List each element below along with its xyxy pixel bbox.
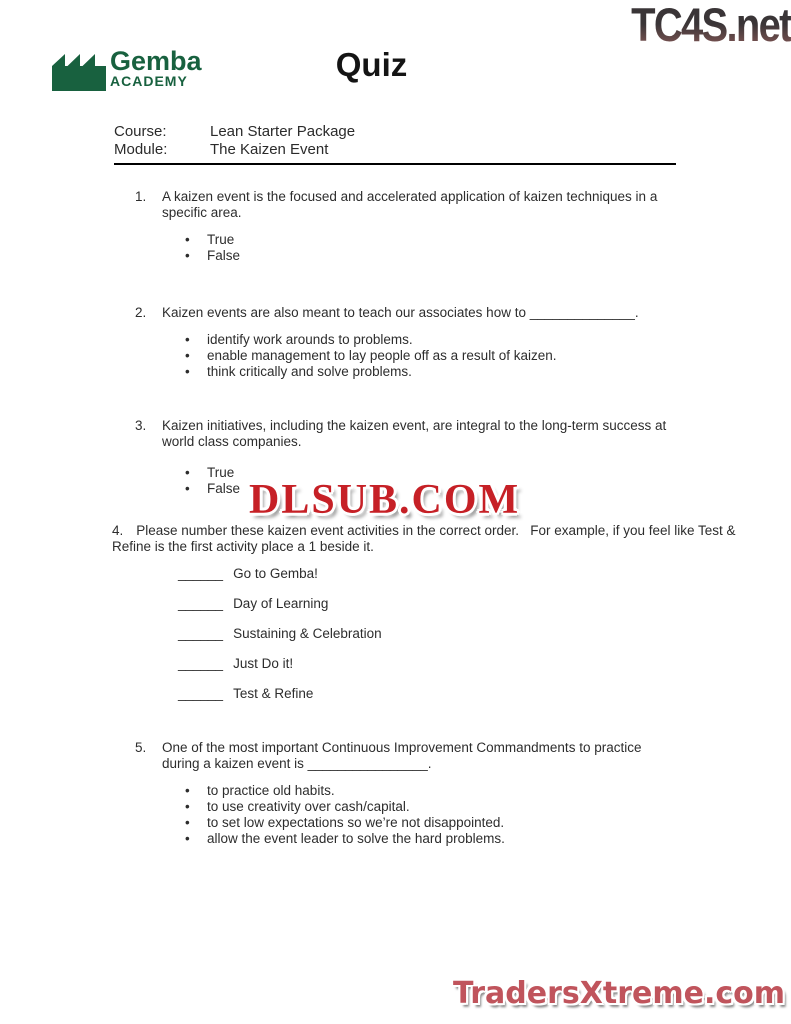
answer-blank: ______ [178,686,224,701]
module-label: Module: [114,141,168,158]
answer-blank: ______ [178,566,224,581]
question-3-text: Kaizen initiatives, including the kaizen event, are integral to the long-term success at world class companies. [162,418,671,449]
course-label: Course: [114,123,167,140]
option-item [185,799,505,815]
logo-name: Gemba [110,46,202,76]
activity-row [178,656,382,672]
question-4 [112,523,760,555]
course-value: Lean Starter Package [210,123,356,140]
question-3-options [185,465,240,497]
question-4-text: Please number these kaizen event activities in the correct order. For example, if you feel like Test & Refine is the first activity place a 1 beside it. [112,523,740,554]
option-item [185,815,505,831]
answer-blank: ______ [178,626,224,641]
option-label: • allow the event leader to solve the hard problems. [207,831,505,846]
logo-subtitle: ACADEMY [110,73,188,89]
option-label: • True [207,232,235,247]
option-label: • enable management to lay people off as a result of kaizen. [207,348,557,363]
option-item [185,783,505,799]
activity-row [178,686,382,702]
question-1-options [185,232,240,264]
option-label: • to practice old habits. [207,783,335,798]
option-item [185,232,240,248]
question-5-number: 5. [135,740,147,755]
option-label: • think critically and solve problems. [207,364,412,379]
page-title: Quiz [335,46,408,83]
option-item [185,332,556,348]
option-label: • to set low expectations so we’re not disappointed. [207,815,505,830]
option-label: • to use creativity over cash/capital. [207,799,410,814]
dlsub-watermark: DLSUB.COM [249,477,521,523]
option-item [185,831,505,847]
module-value: The Kaizen Event [210,141,329,158]
activity-label: Day of Learning [233,596,329,611]
question-4-number: 4. [112,523,124,538]
question-2 [135,305,680,321]
tc4s-watermark: TC4S.net [631,0,791,51]
option-item [185,481,240,497]
option-item [185,465,240,481]
question-1 [135,189,680,221]
answer-blank: ______ [178,656,224,671]
answer-blank: ______ [178,596,224,611]
question-5-text: One of the most important Continuous Improvement Commandments to practice during a kaizen event is ________________. [162,740,646,771]
question-3 [135,418,680,450]
question-1-text: A kaizen event is the focused and accelerated application of kaizen techniques in a specific area. [162,189,662,220]
option-item [185,364,556,380]
question-1-number: 1. [135,189,147,204]
question-2-text: Kaizen events are also meant to teach our associates how to ______________. [162,305,639,320]
activity-label: Sustaining & Celebration [233,626,382,641]
question-5-options [185,783,505,847]
activity-label: Test & Refine [233,686,314,701]
activity-row [178,566,382,582]
option-label: • False [207,481,241,496]
tradersxtreme-watermark: TradersXtreme.com [453,976,785,1011]
activity-label: Just Do it! [233,656,294,671]
activity-label: Go to Gemba! [233,566,318,581]
activity-row [178,626,382,642]
course-info-block [114,123,676,165]
question-4-activity-list [178,566,382,716]
option-label: • False [207,248,241,263]
question-5 [135,740,680,772]
option-label: • identify work arounds to problems. [207,332,413,347]
module-row [114,141,676,159]
option-item [185,348,556,364]
question-3-number: 3. [135,418,147,433]
course-row [114,123,676,141]
activity-row [178,596,382,612]
question-2-options [185,332,556,380]
question-2-number: 2. [135,305,147,320]
option-label: • True [207,465,235,480]
option-item [185,248,240,264]
